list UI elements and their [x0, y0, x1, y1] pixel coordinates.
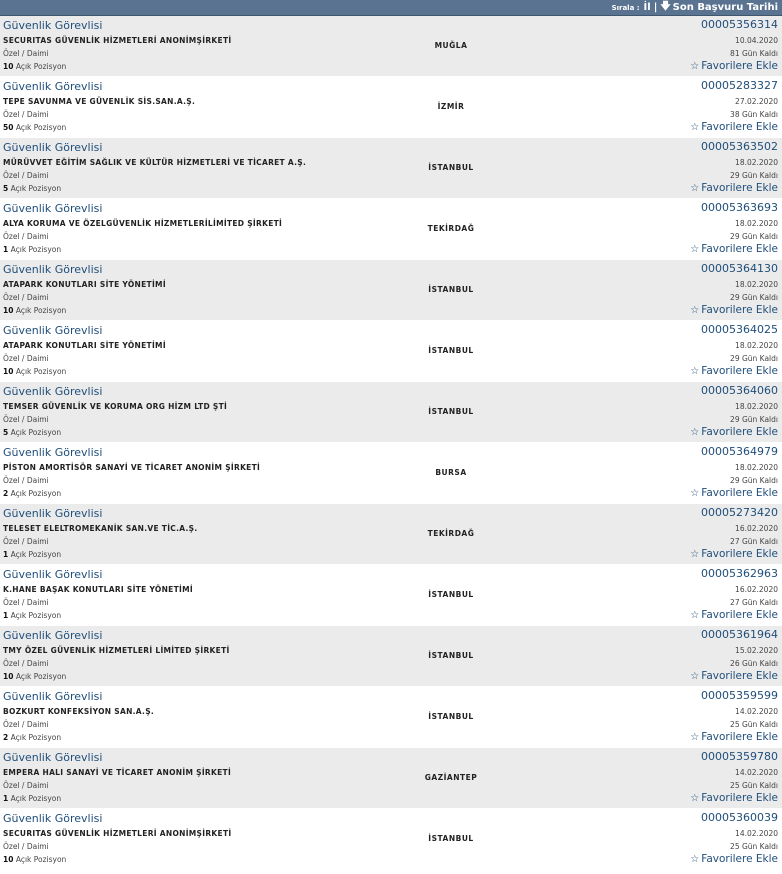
deadline-date: 14.02.2020 [735, 707, 778, 716]
days-remaining: 29 Gün Kaldı [730, 415, 778, 424]
open-positions-label: Açık Pozisyon [10, 184, 62, 193]
sort-separator: | [653, 2, 658, 13]
listing-number-link[interactable]: 00005283327 [701, 79, 778, 92]
listing-row [0, 687, 782, 748]
deadline-date: 18.02.2020 [735, 341, 778, 350]
add-to-favorites-link[interactable] [690, 121, 778, 133]
employment-type: Özel / Daimi [3, 720, 49, 729]
city: İZMİR [437, 102, 465, 111]
add-to-favorites-link[interactable] [690, 548, 778, 560]
listing-row [0, 504, 782, 565]
deadline-date: 14.02.2020 [735, 768, 778, 777]
arrow-down-icon: 🡇 [660, 1, 671, 12]
add-to-favorites-link[interactable] [690, 243, 778, 255]
employment-type: Özel / Daimi [3, 659, 49, 668]
days-remaining: 81 Gün Kaldı [730, 49, 778, 58]
add-to-favorites-link[interactable] [690, 365, 778, 377]
employment-type: Özel / Daimi [3, 49, 49, 58]
open-positions-count: 10 [3, 62, 14, 71]
company-name: ATAPARK KONUTLARI SİTE YÖNETİMİ [3, 280, 166, 289]
open-positions [3, 62, 66, 71]
employment-type: Özel / Daimi [3, 171, 49, 180]
listing-title-link[interactable]: Güvenlik Görevlisi [3, 751, 103, 764]
open-positions-count: 2 [3, 489, 9, 498]
deadline-date: 10.04.2020 [735, 36, 778, 45]
star-icon: ☆ [690, 427, 700, 438]
add-to-favorites-link[interactable] [690, 60, 778, 72]
city: BURSA [435, 468, 467, 477]
company-name: TEMSER GÜVENLİK VE KORUMA ORG HİZM LTD ŞTİ [3, 402, 228, 411]
add-to-favorites-label: Favorilere Ekle [701, 182, 778, 194]
add-to-favorites-link[interactable] [690, 426, 778, 438]
sort-label: Sırala : [611, 3, 640, 12]
deadline-date: 18.02.2020 [735, 463, 778, 472]
sort-bar [0, 0, 782, 16]
open-positions-label: Açık Pozisyon [10, 489, 62, 498]
open-positions-label: Açık Pozisyon [15, 123, 67, 132]
listing-number-link[interactable]: 00005362963 [701, 567, 778, 580]
city: GAZİANTEP [424, 773, 478, 782]
company-name: PİSTON AMORTİSÖR SANAYİ VE TİCARET ANONİM ŞİRKETİ [3, 463, 261, 472]
deadline-date: 27.02.2020 [735, 97, 778, 106]
city: İSTANBUL [428, 834, 474, 843]
open-positions-count: 1 [3, 550, 9, 559]
employment-type: Özel / Daimi [3, 110, 49, 119]
add-to-favorites-label: Favorilere Ekle [701, 60, 778, 72]
listing-number-link[interactable]: 00005363502 [701, 140, 778, 153]
add-to-favorites-label: Favorilere Ekle [701, 670, 778, 682]
open-positions-count: 10 [3, 855, 14, 864]
employment-type: Özel / Daimi [3, 537, 49, 546]
add-to-favorites-label: Favorilere Ekle [701, 609, 778, 621]
job-listing-list [0, 16, 782, 870]
listing-title-link[interactable]: Güvenlik Görevlisi [3, 80, 103, 93]
listing-title-link[interactable]: Güvenlik Görevlisi [3, 568, 103, 581]
days-remaining: 25 Gün Kaldı [730, 842, 778, 851]
listing-title-link[interactable]: Güvenlik Görevlisi [3, 507, 103, 520]
star-icon: ☆ [690, 488, 700, 499]
open-positions-label: Açık Pozisyon [15, 855, 67, 864]
open-positions-count: 1 [3, 611, 9, 620]
open-positions [3, 794, 61, 803]
open-positions-count: 10 [3, 672, 14, 681]
listing-title-link[interactable]: Güvenlik Görevlisi [3, 385, 103, 398]
deadline-date: 14.02.2020 [735, 829, 778, 838]
open-positions-count: 1 [3, 245, 9, 254]
add-to-favorites-label: Favorilere Ekle [701, 853, 778, 865]
open-positions-label: Açık Pozisyon [15, 62, 67, 71]
employment-type: Özel / Daimi [3, 232, 49, 241]
company-name: TELESET ELELTROMEKANİK SAN.VE TİC.A.Ş. [3, 524, 198, 533]
star-icon: ☆ [690, 854, 700, 865]
add-to-favorites-label: Favorilere Ekle [701, 426, 778, 438]
open-positions-count: 10 [3, 306, 14, 315]
city: İSTANBUL [428, 163, 474, 172]
star-icon: ☆ [690, 610, 700, 621]
days-remaining: 25 Gün Kaldı [730, 720, 778, 729]
add-to-favorites-label: Favorilere Ekle [701, 243, 778, 255]
listing-title-link[interactable]: Güvenlik Görevlisi [3, 263, 103, 276]
star-icon: ☆ [690, 671, 700, 682]
open-positions [3, 733, 61, 742]
employment-type: Özel / Daimi [3, 354, 49, 363]
open-positions [3, 855, 66, 864]
city: İSTANBUL [428, 285, 474, 294]
deadline-date: 15.02.2020 [735, 646, 778, 655]
open-positions-count: 10 [3, 367, 14, 376]
employment-type: Özel / Daimi [3, 781, 49, 790]
deadline-date: 16.02.2020 [735, 585, 778, 594]
open-positions [3, 611, 61, 620]
deadline-date: 18.02.2020 [735, 280, 778, 289]
listing-number-link[interactable]: 00005361964 [701, 628, 778, 641]
open-positions [3, 245, 61, 254]
employment-type: Özel / Daimi [3, 842, 49, 851]
add-to-favorites-link[interactable] [690, 182, 778, 194]
open-positions [3, 123, 66, 132]
open-positions-label: Açık Pozisyon [15, 306, 67, 315]
listing-title-link[interactable]: Güvenlik Görevlisi [3, 202, 103, 215]
employment-type: Özel / Daimi [3, 598, 49, 607]
open-positions-label: Açık Pozisyon [15, 367, 67, 376]
city: İSTANBUL [428, 651, 474, 660]
open-positions [3, 672, 66, 681]
city: TEKİRDAĞ [427, 529, 475, 538]
sort-by-city-link[interactable]: İl [643, 2, 651, 13]
employment-type: Özel / Daimi [3, 415, 49, 424]
open-positions-label: Açık Pozisyon [10, 794, 62, 803]
company-name: BOZKURT KONFEKSİYON SAN.A.Ş. [3, 707, 155, 716]
company-name: ATAPARK KONUTLARI SİTE YÖNETİMİ [3, 341, 166, 350]
star-icon: ☆ [690, 793, 700, 804]
listing-row [0, 321, 782, 382]
listing-row [0, 77, 782, 138]
listing-number-link[interactable]: 00005364130 [701, 262, 778, 275]
listing-title-link[interactable]: Güvenlik Görevlisi [3, 19, 103, 32]
deadline-date: 18.02.2020 [735, 402, 778, 411]
listing-number-link[interactable]: 00005356314 [701, 18, 778, 31]
star-icon: ☆ [690, 366, 700, 377]
open-positions-label: Açık Pozisyon [10, 245, 62, 254]
company-name: K.HANE BAŞAK KONUTLARI SİTE YÖNETİMİ [3, 585, 193, 594]
employment-type: Özel / Daimi [3, 293, 49, 302]
listing-row [0, 809, 782, 870]
open-positions [3, 184, 61, 193]
listing-row [0, 138, 782, 199]
star-icon: ☆ [690, 732, 700, 743]
days-remaining: 29 Gün Kaldı [730, 171, 778, 180]
add-to-favorites-label: Favorilere Ekle [701, 121, 778, 133]
listing-row [0, 382, 782, 443]
listing-row [0, 565, 782, 626]
listing-row [0, 260, 782, 321]
listing-number-link[interactable]: 00005363693 [701, 201, 778, 214]
add-to-favorites-link[interactable] [690, 609, 778, 621]
open-positions-count: 50 [3, 123, 14, 132]
listing-title-link[interactable]: Güvenlik Görevlisi [3, 324, 103, 337]
city: İSTANBUL [428, 590, 474, 599]
company-name: EMPERA HALI SANAYİ VE TİCARET ANONİM ŞİRKETİ [3, 768, 232, 777]
add-to-favorites-label: Favorilere Ekle [701, 792, 778, 804]
deadline-date: 18.02.2020 [735, 219, 778, 228]
days-remaining: 29 Gün Kaldı [730, 232, 778, 241]
add-to-favorites-label: Favorilere Ekle [701, 487, 778, 499]
listing-title-link[interactable]: Güvenlik Görevlisi [3, 446, 103, 459]
add-to-favorites-link[interactable] [690, 853, 778, 865]
employment-type: Özel / Daimi [3, 476, 49, 485]
days-remaining: 27 Gün Kaldı [730, 537, 778, 546]
open-positions-count: 5 [3, 184, 9, 193]
deadline-date: 18.02.2020 [735, 158, 778, 167]
days-remaining: 25 Gün Kaldı [730, 781, 778, 790]
listing-row [0, 626, 782, 687]
open-positions-label: Açık Pozisyon [10, 550, 62, 559]
open-positions-count: 1 [3, 794, 9, 803]
add-to-favorites-label: Favorilere Ekle [701, 731, 778, 743]
star-icon: ☆ [690, 61, 700, 72]
open-positions [3, 428, 61, 437]
add-to-favorites-label: Favorilere Ekle [701, 365, 778, 377]
company-name: MÜRÜVVET EĞİTİM SAĞLIK VE KÜLTÜR HİZMETLERİ VE TİCARET A.Ş. [3, 158, 307, 167]
days-remaining: 27 Gün Kaldı [730, 598, 778, 607]
company-name: SECURITAS GÜVENLİK HİZMETLERİ ANONİMŞİRKETİ [3, 36, 232, 45]
add-to-favorites-link[interactable] [690, 670, 778, 682]
days-remaining: 29 Gün Kaldı [730, 476, 778, 485]
listing-title-link[interactable]: Güvenlik Görevlisi [3, 690, 103, 703]
city: İSTANBUL [428, 407, 474, 416]
open-positions-label: Açık Pozisyon [10, 428, 62, 437]
open-positions [3, 489, 61, 498]
star-icon: ☆ [690, 244, 700, 255]
company-name: TMY ÖZEL GÜVENLİK HİZMETLERİ LİMİTED ŞİRKETİ [3, 646, 230, 655]
listing-title-link[interactable]: Güvenlik Görevlisi [3, 812, 103, 825]
city: İSTANBUL [428, 712, 474, 721]
add-to-favorites-link[interactable] [690, 304, 778, 316]
star-icon: ☆ [690, 549, 700, 560]
company-name: TEPE SAVUNMA VE GÜVENLİK SİS.SAN.A.Ş. [3, 97, 196, 106]
city: İSTANBUL [428, 346, 474, 355]
listing-title-link[interactable]: Güvenlik Görevlisi [3, 141, 103, 154]
add-to-favorites-label: Favorilere Ekle [701, 548, 778, 560]
open-positions [3, 306, 66, 315]
deadline-date: 16.02.2020 [735, 524, 778, 533]
company-name: ALYA KORUMA VE ÖZELGÜVENLİK HİZMETLERİLİMİTED ŞİRKETİ [3, 219, 283, 228]
days-remaining: 29 Gün Kaldı [730, 293, 778, 302]
add-to-favorites-link[interactable] [690, 487, 778, 499]
city: TEKİRDAĞ [427, 224, 475, 233]
city: MUĞLA [434, 41, 468, 50]
open-positions-label: Açık Pozisyon [15, 672, 67, 681]
days-remaining: 29 Gün Kaldı [730, 354, 778, 363]
listing-number-link[interactable]: 00005273420 [701, 506, 778, 519]
listing-row [0, 199, 782, 260]
listing-number-link[interactable]: 00005360039 [701, 811, 778, 824]
open-positions-label: Açık Pozisyon [10, 611, 62, 620]
listing-number-link[interactable]: 00005364060 [701, 384, 778, 397]
open-positions-count: 5 [3, 428, 9, 437]
open-positions [3, 367, 66, 376]
listing-title-link[interactable]: Güvenlik Görevlisi [3, 629, 103, 642]
add-to-favorites-label: Favorilere Ekle [701, 304, 778, 316]
days-remaining: 26 Gün Kaldı [730, 659, 778, 668]
open-positions-count: 2 [3, 733, 9, 742]
listing-row [0, 443, 782, 504]
open-positions-label: Açık Pozisyon [10, 733, 62, 742]
days-remaining: 38 Gün Kaldı [730, 110, 778, 119]
listing-row [0, 16, 782, 77]
listing-number-link[interactable]: 00005364979 [701, 445, 778, 458]
open-positions [3, 550, 61, 559]
listing-number-link[interactable]: 00005359599 [701, 689, 778, 702]
listing-number-link[interactable]: 00005364025 [701, 323, 778, 336]
company-name: SECURITAS GÜVENLİK HİZMETLERİ ANONİMŞİRKETİ [3, 829, 232, 838]
add-to-favorites-link[interactable] [690, 731, 778, 743]
add-to-favorites-link[interactable] [690, 792, 778, 804]
star-icon: ☆ [690, 305, 700, 316]
star-icon: ☆ [690, 183, 700, 194]
listing-number-link[interactable]: 00005359780 [701, 750, 778, 763]
sort-by-deadline-link[interactable]: Son Başvuru Tarihi [672, 2, 778, 13]
listing-row [0, 748, 782, 809]
star-icon: ☆ [690, 122, 700, 133]
